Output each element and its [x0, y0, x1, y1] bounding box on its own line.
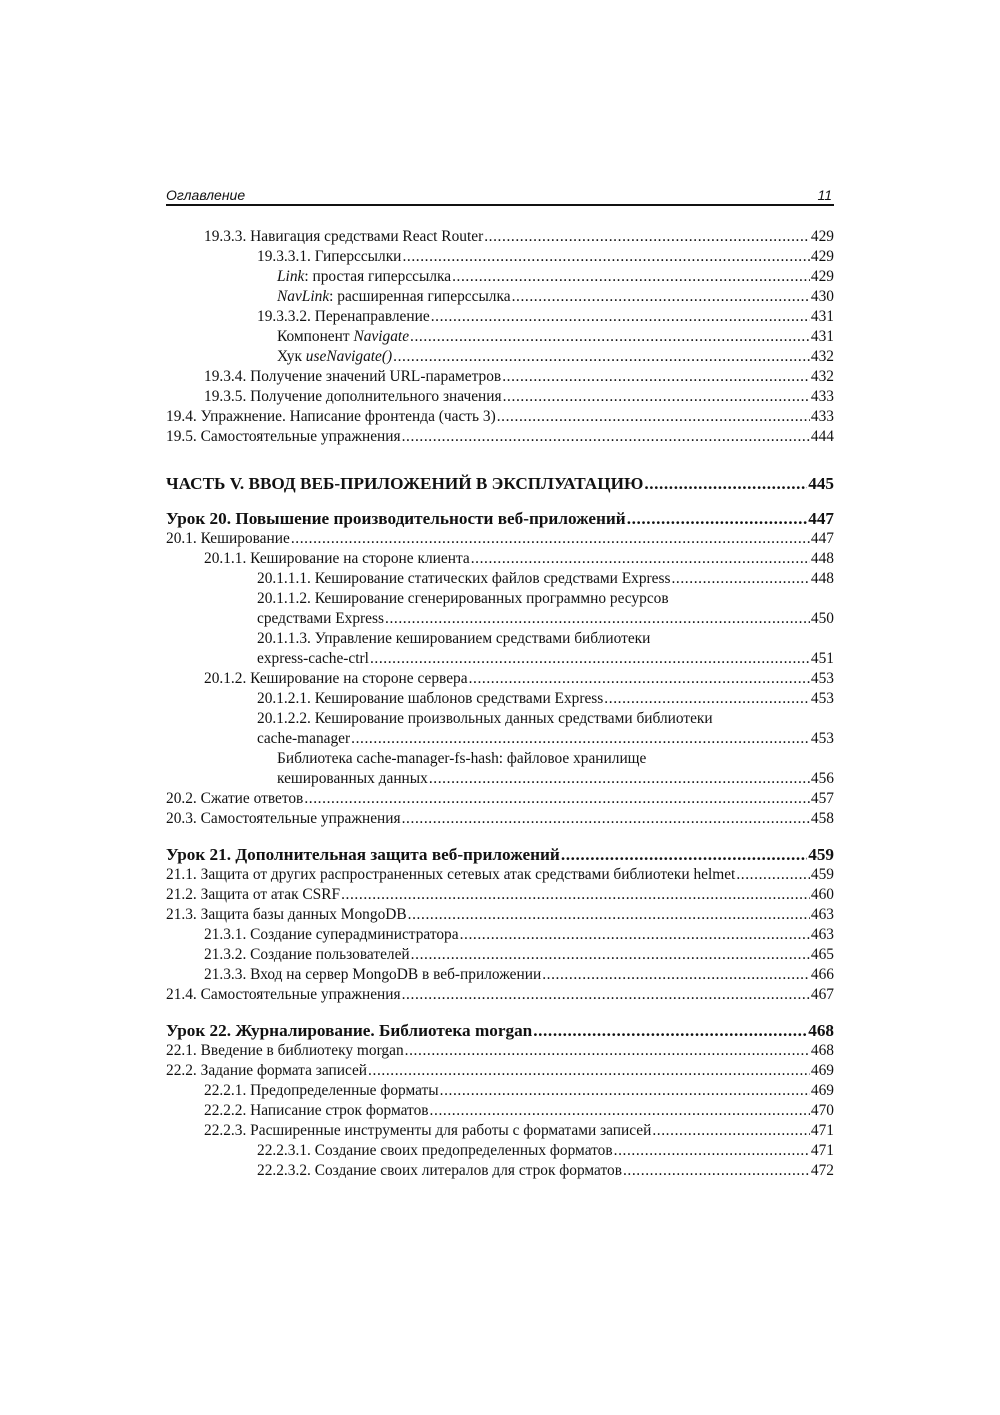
- toc-page-number: 433: [810, 388, 834, 405]
- dot-leader: [471, 549, 810, 569]
- toc-entry-label: [204, 549, 471, 569]
- toc-entry-label: [166, 509, 627, 529]
- toc-entry[interactable]: [166, 689, 834, 709]
- toc-entry-label-text: средствами Express: [257, 610, 384, 627]
- toc-entry-label-text: express-cache-ctrl: [257, 650, 369, 667]
- toc-entry-label-text: Урок 22. Журналирование. Библиотека morgan: [166, 1021, 533, 1040]
- toc-page-number: 456: [810, 770, 834, 787]
- toc-entry-label-text: 20.3. Самостоятельные упражнения: [166, 810, 401, 827]
- dot-leader: [393, 347, 810, 367]
- toc-entry-label: [257, 569, 671, 589]
- toc-entry[interactable]: [166, 407, 834, 427]
- dot-leader: [644, 473, 807, 495]
- toc-page-number: 448: [810, 570, 834, 587]
- toc-entry-label-text: Урок 20. Повышение производительности веб-приложений: [166, 509, 626, 528]
- toc-entry-label: [166, 985, 402, 1005]
- toc-entry-label: [204, 387, 503, 407]
- toc-entry-label-text: ЧАСТЬ V. ВВОД ВЕБ-ПРИЛОЖЕНИЙ В ЭКСПЛУАТАЦИЮ: [166, 474, 644, 493]
- toc-part-heading[interactable]: [166, 473, 834, 495]
- toc-entry-label: [277, 749, 647, 769]
- toc-entry-label-text: 19.3.3. Навигация средствами React Router: [204, 228, 484, 245]
- toc-entry-label: [166, 427, 402, 447]
- toc-entry-label: [257, 629, 651, 649]
- dot-leader: [431, 307, 810, 327]
- toc-entry-label: [166, 809, 402, 829]
- toc-entry-label-text: 21.3.2. Создание пользователей: [204, 946, 410, 963]
- toc-entry-label-text: Хук: [277, 348, 306, 365]
- toc-entry-label: [204, 1101, 430, 1121]
- toc-page-number: 459: [808, 845, 834, 864]
- toc-entry[interactable]: [166, 885, 834, 905]
- toc-entry-label-text: 21.4. Самостоятельные упражнения: [166, 986, 401, 1003]
- dot-leader: [671, 569, 809, 589]
- toc-page-number: 447: [810, 530, 834, 547]
- dot-leader: [497, 407, 810, 427]
- toc-entry-label: [277, 287, 512, 307]
- toc-page-number: 432: [810, 368, 834, 385]
- dot-leader: [533, 1021, 807, 1041]
- toc-entry[interactable]: [166, 809, 834, 829]
- toc-entry-label-text: 19.4. Упражнение. Написание фронтенда (часть 3): [166, 408, 496, 425]
- dot-leader: [410, 327, 810, 347]
- toc-entry-label-text: 22.2.3.1. Создание своих предопределенных форматов: [257, 1142, 613, 1159]
- toc-page-number: 429: [810, 248, 834, 265]
- toc-page-number: 463: [810, 926, 834, 943]
- dot-leader: [652, 1121, 810, 1141]
- dot-leader: [368, 1061, 810, 1081]
- toc-entry[interactable]: [166, 1161, 834, 1181]
- toc-entry-label-italic: useNavigate(): [305, 348, 393, 365]
- toc-entry[interactable]: [166, 367, 834, 387]
- toc-entry-label: [166, 1061, 368, 1081]
- toc-page-number: 453: [810, 670, 834, 687]
- dot-leader: [405, 1041, 810, 1061]
- dot-leader: [503, 387, 810, 407]
- toc-entry[interactable]: [166, 287, 834, 307]
- toc-entry-continuation[interactable]: [166, 649, 834, 669]
- toc-entry[interactable]: [166, 589, 834, 609]
- dot-leader: [370, 649, 810, 669]
- toc-entry-label: [166, 1021, 533, 1041]
- toc-entry-label-text: 22.2.1. Предопределенные форматы: [204, 1082, 439, 1099]
- toc-page-number: 467: [810, 986, 834, 1003]
- toc-entry-label-text: 21.3.3. Вход на сервер MongoDB в веб-приложении: [204, 966, 542, 983]
- toc-entry-label: [257, 689, 604, 709]
- dot-leader: [402, 247, 809, 267]
- toc-entry[interactable]: [166, 569, 834, 589]
- toc-entry-label-text: 20.1.1.3. Управление кешированием средствами библиотеки: [257, 630, 651, 647]
- toc-entry-continuation[interactable]: [166, 609, 834, 629]
- toc-entry-label: [204, 1081, 440, 1101]
- toc-page-number: 469: [810, 1062, 834, 1079]
- toc-page-number: 444: [810, 428, 834, 445]
- toc-entry-label-text: 22.2.3.2. Создание своих литералов для строк форматов: [257, 1162, 622, 1179]
- toc-entry-label: [257, 589, 670, 609]
- toc-entry[interactable]: [166, 387, 834, 407]
- toc-lesson-heading[interactable]: [166, 509, 834, 529]
- toc-entry-label: [204, 965, 542, 985]
- dot-leader: [291, 529, 810, 549]
- toc-entry-label-text: : простая гиперссылка: [304, 268, 452, 285]
- toc-entry[interactable]: [166, 945, 834, 965]
- toc-entry[interactable]: [166, 1101, 834, 1121]
- toc-entry-label: [166, 789, 304, 809]
- toc-entry[interactable]: [166, 1061, 834, 1081]
- dot-leader: [469, 669, 810, 689]
- toc-entry-label: [204, 925, 460, 945]
- toc-entry-label: [166, 905, 408, 925]
- toc-page-number: 470: [810, 1102, 834, 1119]
- dot-leader: [502, 367, 810, 387]
- toc-entry[interactable]: [166, 965, 834, 985]
- dot-leader: [452, 267, 810, 287]
- toc-entry-continuation[interactable]: [166, 769, 834, 789]
- toc-entry-label-text: 21.2. Защита от атак CSRF: [166, 886, 341, 903]
- toc-entry[interactable]: [166, 789, 834, 809]
- toc-entry-label-text: 22.1. Введение в библиотеку morgan: [166, 1042, 404, 1059]
- dot-leader: [402, 985, 810, 1005]
- toc-page-number: 453: [810, 730, 834, 747]
- toc-page-number: 453: [810, 690, 834, 707]
- toc-entry-label: [257, 247, 402, 267]
- dot-leader: [561, 845, 807, 865]
- toc-entry-label: [166, 407, 497, 427]
- toc-page-number: 465: [810, 946, 834, 963]
- toc-page-number: 457: [810, 790, 834, 807]
- toc-entry[interactable]: [166, 865, 834, 885]
- toc-page-number: 466: [810, 966, 834, 983]
- dot-leader: [408, 905, 810, 925]
- toc-entry-label: [204, 227, 484, 247]
- dot-leader: [341, 885, 810, 905]
- toc-page-number: 445: [808, 474, 834, 493]
- toc-entry-label: [257, 1161, 623, 1181]
- toc-entry-label-text: 20.1.2.2. Кеширование произвольных данных средствами библиотеки: [257, 710, 713, 727]
- toc-entry-label-text: 22.2.2. Написание строк форматов: [204, 1102, 429, 1119]
- toc-entry-label-text: 19.3.3.2. Перенаправление: [257, 308, 430, 325]
- toc-page-number: 471: [810, 1142, 834, 1159]
- toc-page-number: 433: [810, 408, 834, 425]
- toc-entry-label-text: 20.1.1.1. Кеширование статических файлов средствами Express: [257, 570, 671, 587]
- toc-entry-label-text: 19.3.4. Получение значений URL-параметров: [204, 368, 502, 385]
- toc-entry-label: [257, 709, 714, 729]
- toc-entry-label-text: 22.2.3. Расширенные инструменты для работы с форматами записей: [204, 1122, 652, 1139]
- toc-page-number: 448: [810, 550, 834, 567]
- toc-entry[interactable]: [166, 1141, 834, 1161]
- toc-page-number: 429: [810, 268, 834, 285]
- toc-page-number: 463: [810, 906, 834, 923]
- toc-page-number: 431: [810, 328, 834, 345]
- toc-entry-label-text: 21.3.1. Создание суперадминистратора: [204, 926, 459, 943]
- dot-leader: [627, 509, 808, 529]
- toc-entry[interactable]: [166, 327, 834, 347]
- toc-page-number: 431: [810, 308, 834, 325]
- toc-entry[interactable]: [166, 985, 834, 1005]
- toc-entry[interactable]: [166, 709, 834, 729]
- toc-entry[interactable]: [166, 905, 834, 925]
- toc-entry-label: [166, 865, 736, 885]
- toc-entry-label: [277, 327, 410, 347]
- toc-entry-label-text: кешированных данных: [277, 770, 428, 787]
- dot-leader: [402, 427, 810, 447]
- toc-page-number: 450: [810, 610, 834, 627]
- toc-entry-label: [257, 1141, 614, 1161]
- toc-entry[interactable]: [166, 925, 834, 945]
- dot-leader: [429, 769, 810, 789]
- dot-leader: [402, 809, 810, 829]
- toc-entry-label-italic: Link: [277, 268, 305, 285]
- toc-entry[interactable]: [166, 347, 834, 367]
- toc-entry-label: [166, 473, 644, 495]
- toc-page-number: 468: [810, 1042, 834, 1059]
- toc-entry[interactable]: [166, 247, 834, 267]
- running-header: [166, 186, 834, 204]
- toc-page-number: 472: [810, 1162, 834, 1179]
- toc-entry-label: [166, 885, 341, 905]
- toc-entry[interactable]: [166, 529, 834, 549]
- running-header-title: Оглавление: [166, 187, 246, 203]
- toc-page-number: 469: [810, 1082, 834, 1099]
- toc-entry[interactable]: [166, 427, 834, 447]
- toc-page-number: 432: [810, 348, 834, 365]
- toc-entry-label: [204, 1121, 652, 1141]
- toc-entry-label: [166, 845, 561, 865]
- toc-entry-label-text: 22.2. Задание формата записей: [166, 1062, 368, 1079]
- toc-entry[interactable]: [166, 1121, 834, 1141]
- toc-entry-label-text: 20.1. Кеширование: [166, 530, 290, 547]
- toc-entry-label-text: 20.1.1. Кеширование на стороне клиента: [204, 550, 470, 567]
- toc-entry-label-italic: NavLink: [277, 288, 330, 305]
- toc-entry-label-text: 19.3.5. Получение дополнительного значения: [204, 388, 502, 405]
- dot-leader: [411, 945, 810, 965]
- dot-leader: [304, 789, 810, 809]
- dot-leader: [430, 1101, 810, 1121]
- toc-entry-label-text: 19.3.3.1. Гиперссылки: [257, 248, 402, 265]
- toc-page-number: 458: [810, 810, 834, 827]
- toc-page-number: 430: [810, 288, 834, 305]
- table-of-contents: [166, 227, 834, 1181]
- dot-leader: [351, 729, 810, 749]
- toc-page-number: 429: [810, 228, 834, 245]
- dot-leader: [440, 1081, 810, 1101]
- toc-entry-label: [277, 267, 452, 287]
- toc-entry[interactable]: [166, 267, 834, 287]
- toc-entry-label: [166, 1041, 405, 1061]
- toc-entry-label-text: Компонент: [277, 328, 354, 345]
- dot-leader: [512, 287, 810, 307]
- dot-leader: [623, 1161, 810, 1181]
- toc-entry-label-text: 20.2. Сжатие ответов: [166, 790, 304, 807]
- toc-entry[interactable]: [166, 1081, 834, 1101]
- toc-entry[interactable]: [166, 669, 834, 689]
- dot-leader: [604, 689, 810, 709]
- toc-entry-label-text: Урок 21. Дополнительная защита веб-приложений: [166, 845, 560, 864]
- toc-entry-label-text: Библиотека cache-manager-fs-hash: файловое хранилище: [277, 750, 647, 767]
- toc-entry[interactable]: [166, 227, 834, 247]
- toc-entry-label-text: cache-manager: [257, 730, 351, 747]
- toc-entry[interactable]: [166, 629, 834, 649]
- toc-entry-label-text: : расширенная гиперссылка: [329, 288, 511, 305]
- dot-leader: [542, 965, 810, 985]
- toc-entry[interactable]: [166, 749, 834, 769]
- toc-lesson-heading[interactable]: [166, 845, 834, 865]
- toc-entry-label-text: 21.1. Защита от других распространенных сетевых атак средствами библиотеки helmet: [166, 866, 736, 883]
- toc-entry[interactable]: [166, 307, 834, 327]
- toc-entry-label-text: 21.3. Защита базы данных MongoDB: [166, 906, 407, 923]
- toc-entry-label-text: 20.1.1.2. Кеширование сгенерированных программно ресурсов: [257, 590, 669, 607]
- toc-page-number: 468: [808, 1021, 834, 1040]
- toc-entry-continuation[interactable]: [166, 729, 834, 749]
- header-rule: [166, 204, 834, 206]
- toc-entry-label-text: 20.1.2. Кеширование на стороне сервера: [204, 670, 468, 687]
- toc-entry-label-text: 19.5. Самостоятельные упражнения: [166, 428, 401, 445]
- toc-entry-label: [257, 307, 431, 327]
- toc-page-number: 459: [810, 866, 834, 883]
- toc-lesson-heading[interactable]: [166, 1021, 834, 1041]
- toc-page-number: 460: [810, 886, 834, 903]
- toc-entry-label: [204, 945, 411, 965]
- toc-page-number: 447: [808, 509, 834, 528]
- toc-page-number: 451: [810, 650, 834, 667]
- dot-leader: [614, 1141, 810, 1161]
- page-number: 11: [817, 187, 832, 203]
- dot-leader: [484, 227, 810, 247]
- dot-leader: [736, 865, 810, 885]
- toc-entry-label: [166, 529, 291, 549]
- toc-entry[interactable]: [166, 549, 834, 569]
- toc-entry-label: [204, 669, 469, 689]
- toc-entry-label: [204, 367, 502, 387]
- toc-page-number: 471: [810, 1122, 834, 1139]
- dot-leader: [460, 925, 810, 945]
- toc-entry[interactable]: [166, 1041, 834, 1061]
- toc-entry-label: [277, 347, 393, 367]
- toc-entry-label-text: 20.1.2.1. Кеширование шаблонов средствами Express: [257, 690, 604, 707]
- toc-entry-label-italic: Navigate: [353, 328, 410, 345]
- dot-leader: [385, 609, 810, 629]
